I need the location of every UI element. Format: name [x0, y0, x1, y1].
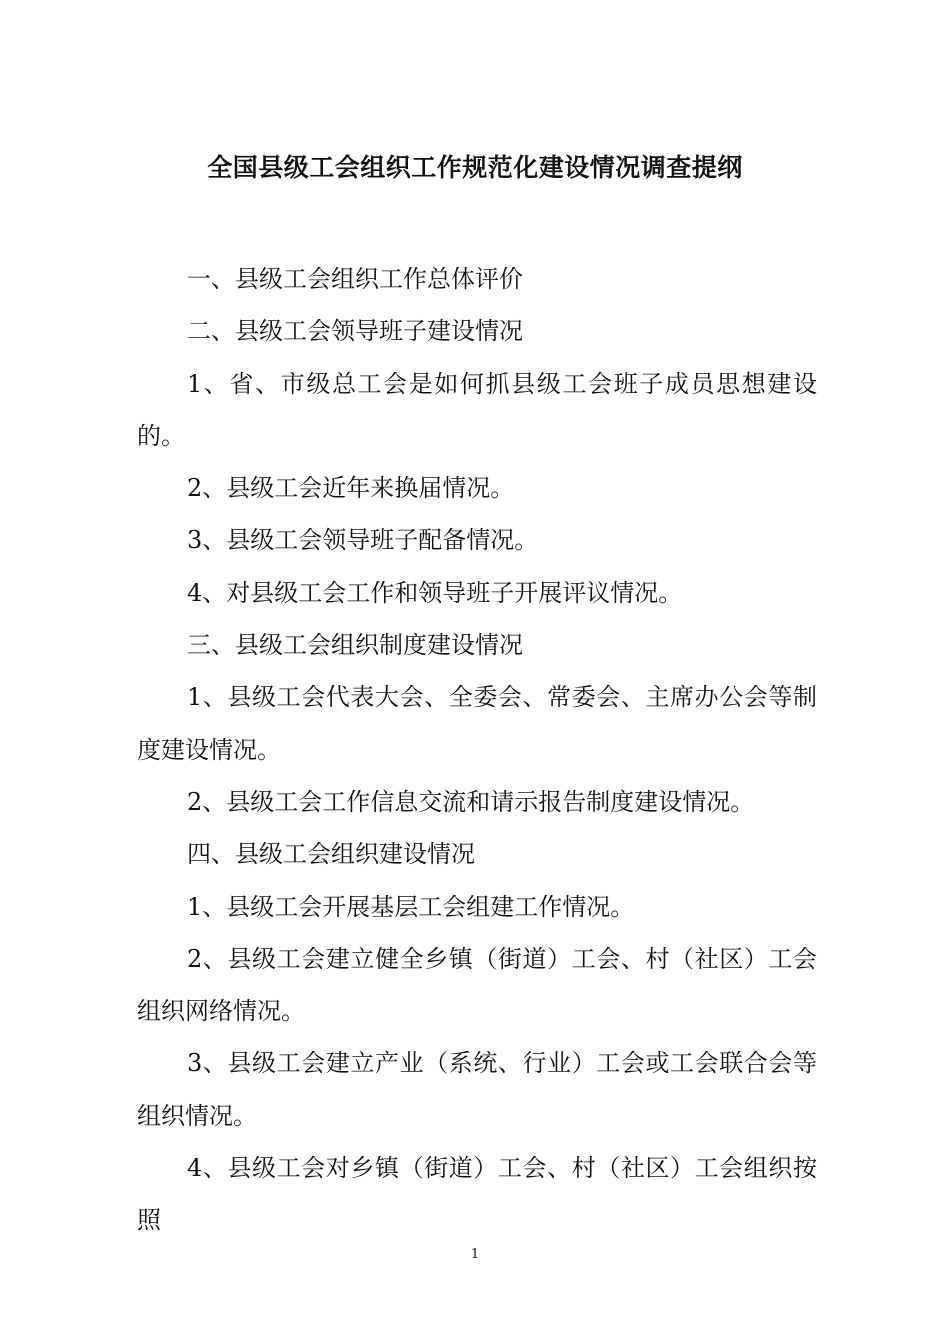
list-item: 4、县级工会对乡镇（街道）工会、村（社区）工会组织按照	[137, 1154, 817, 1235]
heading-organization-system: 三、县级工会组织制度建设情况	[187, 631, 523, 660]
list-item: 4、对县级工会工作和领导班子开展评议情况。	[187, 578, 683, 607]
list-item: 2、县级工会建立健全乡镇（街道）工会、村（社区）工会组织网络情况。	[137, 944, 817, 1026]
document-body	[137, 253, 817, 1247]
list-item: 3、县级工会领导班子配备情况。	[187, 526, 539, 555]
list-item: 1、县级工会代表大会、全委会、常委会、主席办公会等制度建设情况。	[137, 683, 817, 764]
heading-overall-evaluation: 一、县级工会组织工作总体评价	[187, 265, 523, 293]
list-item: 1、县级工会开展基层工会组建工作情况。	[187, 892, 635, 921]
heading-organization-building: 四、县级工会组织建设情况	[187, 840, 475, 869]
list-item: 2、县级工会近年来换届情况。	[187, 474, 515, 503]
list-item: 2、县级工会工作信息交流和请示报告制度建设情况。	[187, 787, 755, 816]
heading-leadership-team: 二、县级工会领导班子建设情况	[187, 317, 523, 346]
document-title: 全国县级工会组织工作规范化建设情况调查提纲	[207, 153, 743, 182]
list-item: 3、县级工会建立产业（系统、行业）工会或工会联合会等组织情况。	[137, 1049, 817, 1130]
page-number: 1	[470, 1247, 480, 1262]
list-item: 1、省、市级总工会是如何抓县级工会班子成员思想建设的。	[137, 369, 817, 450]
